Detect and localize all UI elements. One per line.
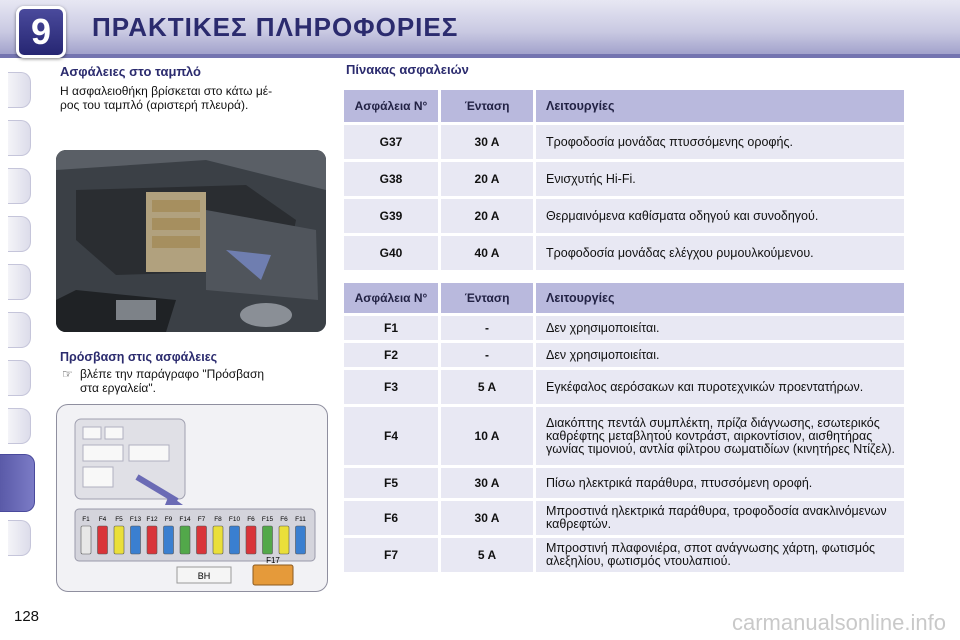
header-functions: Λειτουργίες [536,283,904,313]
fuse-id: G38 [344,162,438,196]
fuse-amp: 40 A [441,236,533,270]
chapter-tab[interactable] [8,264,31,300]
fuse-slot-label: F15 [261,516,274,523]
fuse-function: Δεν χρησιμοποιείται. [536,343,904,367]
fuse-amp: - [441,316,533,340]
watermark: carmanualsonline.info [731,610,946,635]
chapter-tab[interactable] [8,520,31,556]
bullet-icon: ☞ [62,367,73,381]
table-row [344,501,904,535]
intro-line-2: ρος του ταμπλό (αριστερή πλευρά). [60,98,249,112]
table-header-row [344,283,904,313]
big-fuse [253,565,293,585]
fuse-slot-label: F14 [179,516,191,523]
chapter-tab[interactable] [8,168,31,204]
table-row [344,125,904,159]
chapter-tab[interactable] [8,72,31,108]
fuse-slot [180,526,190,554]
fuse-id: G39 [344,199,438,233]
fuse-slot-label: F4 [98,516,107,523]
fuse-slot-label: F5 [115,516,123,523]
fuse-function: Μπροστινή πλαφονιέρα, σποτ ανάγνωσης χάρτη, φωτισμός αλεξηλίου, φωτισμός ντουλαπιού. [536,538,904,572]
page-number: 128 [14,608,40,625]
chapter-tab[interactable] [8,120,31,156]
fuse-amp: 20 A [441,199,533,233]
header-fuse-no: Ασφάλεια N° [344,283,438,313]
fuse-slot [246,526,256,554]
intro-line-1: Η ασφαλειοθήκη βρίσκεται στο κάτω μέ- [60,84,273,98]
fuse-slot [131,526,141,554]
header-fuse-no: Ασφάλεια N° [344,90,438,122]
fuse-amp: 10 A [441,407,533,465]
chapter-tab-active[interactable] [0,454,35,512]
access-line-1: βλέπε την παράγραφο "Πρόσβαση [80,367,265,381]
fuse-slot [197,526,207,554]
fuse-slot-label: F6 [280,516,288,523]
fuse-amp: 30 A [441,125,533,159]
fuse-id: F2 [344,343,438,367]
fuse-function: Εγκέφαλος αερόσακων και πυροτεχνικών προεντατήρων. [536,370,904,404]
fuse-function: Τροφοδοσία μονάδας ελέγχου ρυμουλκούμενου. [536,236,904,270]
fuse-amp: 5 A [441,370,533,404]
fuse-slot [213,526,223,554]
fuse-diagram-svg [57,405,327,591]
fuse-slot-label: F11 [295,516,306,523]
access-title: Πρόσβαση στις ασφάλειες [60,350,218,364]
fuse-amp: 30 A [441,468,533,498]
fuse-slot-label: F8 [214,516,222,523]
fuse-function: Μπροστινά ηλεκτρικά παράθυρα, τροφοδοσία ανακλινόμενων καθρεφτών. [536,501,904,535]
fuse-slot-label: F9 [164,516,173,523]
fuse-function: Δεν χρησιμοποιείται. [536,316,904,340]
fuse-function: Διακόπτης πεντάλ συμπλέκτη, πρίζα διάγνωσης, εσωτερικός καθρέφτης μεταβλητού κοντράστ, αιρκοντίσιον, αισθητήρας γωνίας τιμονιού, αντλία φίλτρου σωματιδίων (κινητήρες Ντίζελ). [536,407,904,465]
fuse-function: Πίσω ηλεκτρικά παράθυρα, πτυσσόμενη οροφή. [536,468,904,498]
fuse-amp: 20 A [441,162,533,196]
fuse-amp: - [441,343,533,367]
fuse-id: F4 [344,407,438,465]
fuse-slot [164,526,174,554]
fuse-id: F3 [344,370,438,404]
header-amperage: Ένταση [441,90,533,122]
tables-title: Πίνακας ασφαλειών [346,62,469,77]
table-row [344,199,904,233]
fuse-slot-label: F6 [247,516,255,523]
relay-label: ΒΗ [197,571,211,581]
fuse-slot [263,526,273,554]
fuse-slot [230,526,240,554]
fuse-id: F5 [344,468,438,498]
table-row [344,538,904,572]
fuse-slot [114,526,124,554]
fuse-slot [296,526,306,554]
section-title: Ασφάλειες στο ταμπλό [60,64,201,79]
header-functions: Λειτουργίες [536,90,904,122]
fuse-id: F1 [344,316,438,340]
fuse-slot [279,526,289,554]
fuse-slot [98,526,108,554]
chapter-tab-strip [0,62,40,582]
big-fuse-label: F17 [266,556,280,565]
access-line-2: στα εργαλεία". [80,381,156,395]
page-title: ΠΡΑΚΤΙΚΕΣ ΠΛΗΡΟΦΟΡΙΕΣ [92,12,459,42]
table-header-row [344,90,904,122]
fuse-function: Τροφοδοσία μονάδας πτυσσόμενης οροφής. [536,125,904,159]
table-row [344,468,904,498]
fusebox-location-photo [56,150,326,332]
fuse-slot [81,526,91,554]
fuse-slot-label: F7 [197,516,206,523]
table-row [344,370,904,404]
chapter-tab[interactable] [8,408,31,444]
table-row [344,343,904,367]
fuse-slot-label: F13 [129,516,142,523]
fuse-layout-diagram [56,404,328,592]
chapter-badge: 9 [16,6,66,58]
fuse-table-f [344,283,904,575]
table-row [344,162,904,196]
chapter-tab[interactable] [8,312,31,348]
fuse-id: G37 [344,125,438,159]
fuse-id: G40 [344,236,438,270]
header-amperage: Ένταση [441,283,533,313]
fuse-function: Ενισχυτής Hi-Fi. [536,162,904,196]
table-row [344,316,904,340]
fuse-slot [147,526,157,554]
fuse-id: F6 [344,501,438,535]
fuse-slot-label: F10 [228,516,241,523]
table-row [344,236,904,270]
fuse-slot-label: F1 [82,516,90,523]
fuse-function: Θερμαινόμενα καθίσματα οδηγού και συνοδηγού. [536,199,904,233]
fuse-amp: 30 A [441,501,533,535]
chapter-tab[interactable] [8,360,31,396]
fuse-slot-label: F12 [146,516,158,523]
dashboard-illustration [56,150,326,332]
fuse-amp: 5 A [441,538,533,572]
table-row [344,407,904,465]
fuse-table-g [344,90,904,273]
chapter-tab[interactable] [8,216,31,252]
fuse-id: F7 [344,538,438,572]
